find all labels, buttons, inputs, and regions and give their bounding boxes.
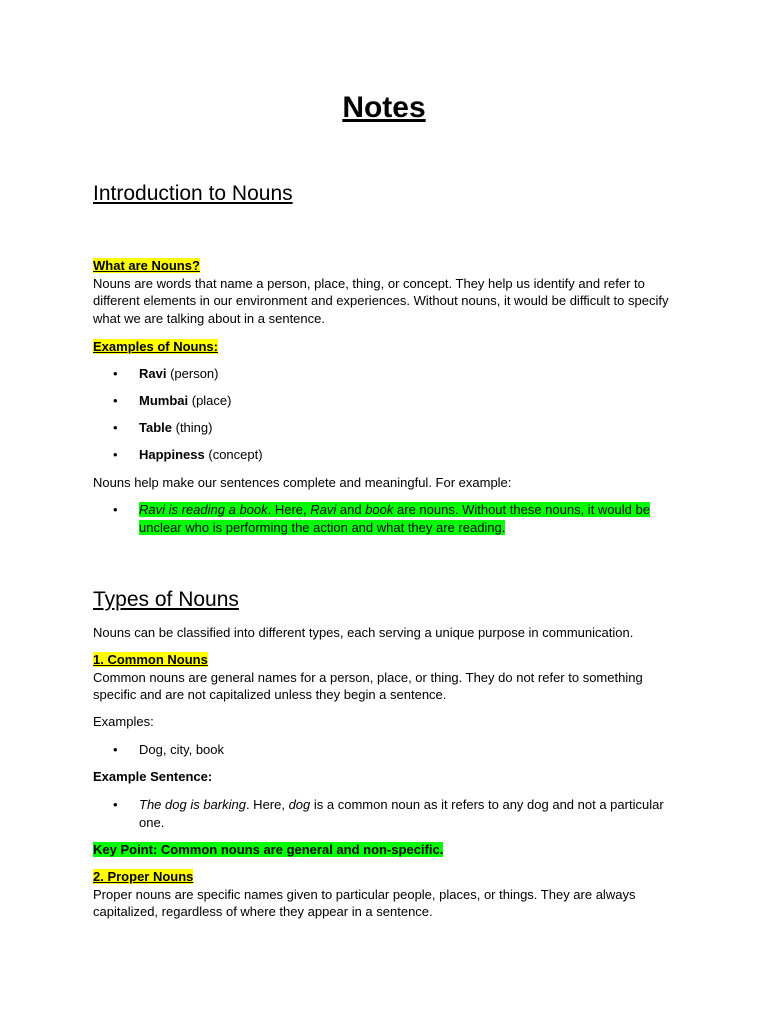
examples-label: Examples: bbox=[93, 714, 154, 729]
types-intro: Nouns can be classified into different types, each serving a unique purpose in communication. bbox=[93, 625, 634, 640]
bullet-icon: • bbox=[113, 447, 118, 462]
proper-nouns-label: 2. Proper Nouns bbox=[93, 869, 194, 884]
sentence-italic: The dog is barking bbox=[139, 797, 246, 812]
example-sentence-label: Example Sentence: bbox=[93, 769, 213, 784]
key-point-block bbox=[93, 841, 683, 859]
common-nouns-label: 1. Common Nouns bbox=[93, 652, 208, 667]
common-nouns-text: Common nouns are general names for a person, place, or thing. They do not refer to something specific and are not capitalized unless they begin a sentence. bbox=[93, 669, 643, 702]
sentence-text: . Here, bbox=[245, 797, 289, 812]
bullet-icon: • bbox=[113, 797, 118, 812]
proper-nouns-text: Proper nouns are specific names given to particular people, places, or things. They are always capitalized, regardless of where they appear in a sentence. bbox=[93, 886, 636, 919]
examples-of-nouns-label: Examples of Nouns: bbox=[93, 339, 218, 354]
bullet-icon: • bbox=[113, 502, 118, 517]
example-desc: (concept) bbox=[204, 447, 263, 462]
example-desc: (person) bbox=[166, 366, 219, 381]
sentence-italic: dog bbox=[288, 797, 311, 812]
section-heading-types: Types of Nouns bbox=[93, 588, 239, 611]
example-term: Table bbox=[139, 420, 172, 435]
example-sentence-italic: Ravi bbox=[310, 502, 337, 517]
what-are-nouns-block bbox=[93, 257, 683, 327]
example-term: Happiness bbox=[139, 447, 205, 462]
common-examples-text: Dog, city, book bbox=[139, 742, 225, 757]
example-sentence-highlight bbox=[139, 502, 650, 535]
what-are-nouns-text: Nouns are words that name a person, place, thing, or concept. They help us identify and refer to different elements in our environment and experiences. Without nouns, it would be difficult to specify what we are talking about in a sentence. bbox=[93, 275, 669, 326]
example-desc: (place) bbox=[188, 393, 232, 408]
page-title: Notes bbox=[342, 91, 426, 124]
help-text: Nouns help make our sentences complete and meaningful. For example: bbox=[93, 475, 512, 490]
what-are-nouns-label: What are Nouns? bbox=[93, 258, 200, 273]
example-sentence-italic: Ravi is reading a book bbox=[139, 502, 268, 517]
example-sentence-text: are nouns. Without these nouns, it would be unclear who is performing the action and what they are reading. bbox=[139, 502, 650, 535]
proper-nouns-block bbox=[93, 868, 683, 921]
bullet-icon: • bbox=[113, 742, 118, 757]
bullet-icon: • bbox=[113, 420, 118, 435]
examples-label-block bbox=[93, 338, 683, 356]
bullet-icon: • bbox=[113, 366, 118, 381]
key-point-text: Key Point: Common nouns are general and non-specific. bbox=[93, 842, 444, 857]
example-term: Ravi bbox=[139, 366, 167, 381]
example-desc: (thing) bbox=[172, 420, 213, 435]
bullet-icon: • bbox=[113, 393, 118, 408]
common-nouns-block bbox=[93, 651, 683, 704]
example-term: Mumbai bbox=[139, 393, 189, 408]
section-heading-introduction: Introduction to Nouns bbox=[93, 182, 293, 205]
example-sentence-text: . Here, bbox=[267, 502, 311, 517]
sentence-text: is a common noun as it refers to any dog and not a particular one. bbox=[139, 797, 664, 830]
example-sentence-italic: book bbox=[365, 502, 394, 517]
example-sentence-text: and bbox=[336, 502, 366, 517]
